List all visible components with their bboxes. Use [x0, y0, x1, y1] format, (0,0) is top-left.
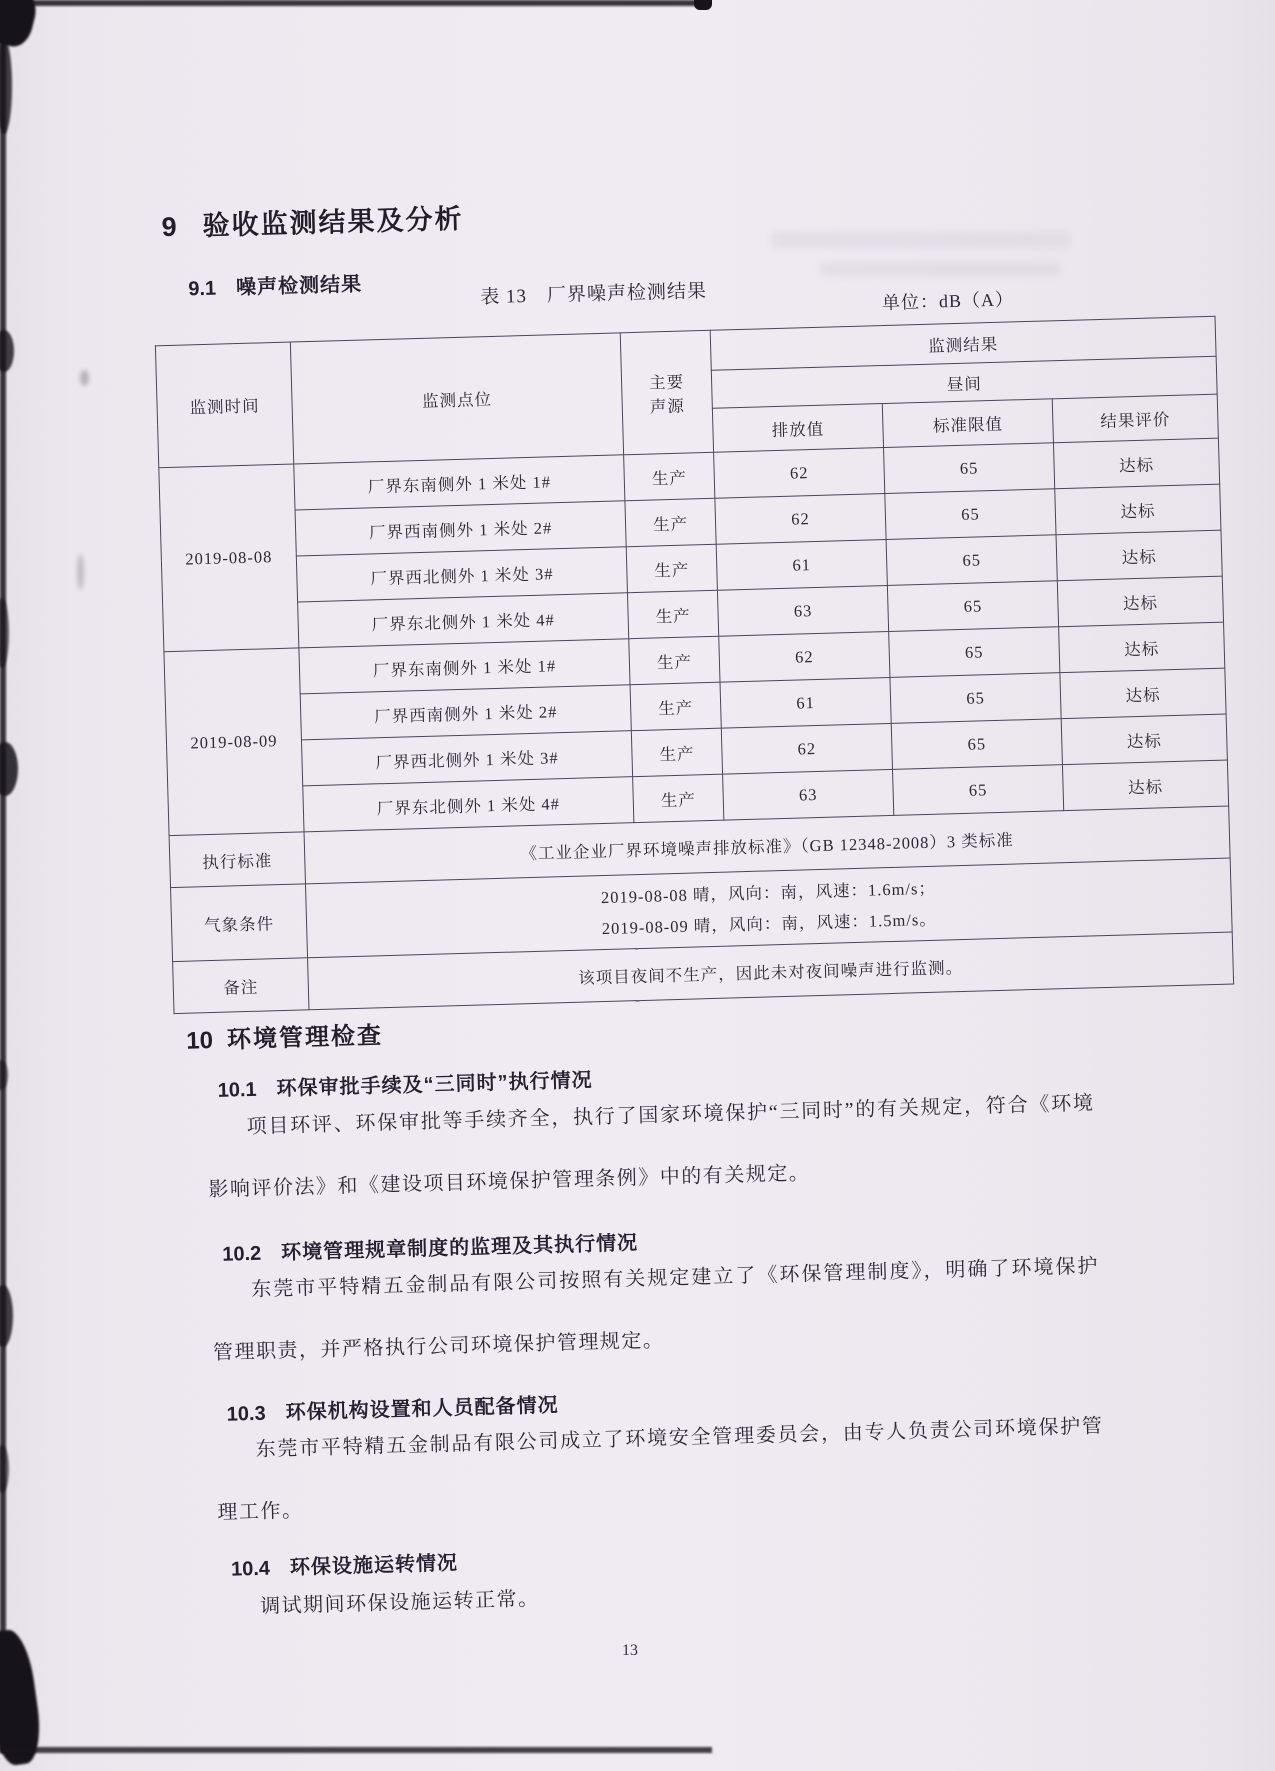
col-header-limit: 标准限值 [882, 399, 1053, 448]
section-10-1-number: 10.1 [217, 1078, 257, 1102]
cell-source: 生产 [627, 590, 718, 638]
section-10-4-title: 环保设施运转情况 [289, 1552, 459, 1580]
section-10-3-title: 环保机构设置和人员配备情况 [285, 1394, 559, 1425]
standard-label: 执行标准 [169, 832, 305, 888]
cell-limit: 65 [889, 627, 1060, 678]
section-9-number: 9 [161, 211, 178, 243]
cell-date: 2019-08-09 [164, 648, 304, 836]
cell-emission: 61 [720, 677, 891, 728]
section-10-2-number: 10.2 [221, 1242, 262, 1266]
cell-source: 生产 [631, 728, 722, 776]
remark-value: 该项目夜间不生产，因此未对夜间噪声进行监测。 [308, 932, 1234, 1010]
cell-point: 厂界东北侧外 1 米处 4# [303, 777, 634, 832]
weather-label: 气象条件 [171, 884, 308, 962]
cell-limit: 65 [884, 443, 1055, 494]
weather-line-1: 2019-08-08 晴，风向：南，风速：1.6m/s； [600, 878, 937, 907]
section-10-3-body: 东莞市平特精五金制品有限公司成立了环境安全管理委员会，由专人负责公司环境保护管理工作。 [217, 1415, 1104, 1525]
section-10-4-number: 10.4 [230, 1557, 271, 1581]
scan-speck-1 [80, 370, 89, 386]
cell-evaluation: 达标 [1055, 484, 1221, 535]
section-10-1-title: 环保审批手续及“三同时”执行情况 [276, 1069, 593, 1101]
cell-point: 厂界西南侧外 1 米处 2# [300, 685, 631, 740]
cell-source: 生产 [633, 774, 724, 822]
cell-evaluation: 达标 [1062, 760, 1228, 811]
remark-label: 备注 [173, 958, 309, 1014]
col-header-emission: 排放值 [712, 404, 883, 453]
cell-emission: 62 [714, 448, 885, 499]
cell-emission: 63 [723, 769, 894, 820]
cell-evaluation: 达标 [1053, 438, 1219, 489]
cell-limit: 65 [891, 719, 1062, 770]
section-9-title: 验收监测结果及分析 [202, 203, 464, 241]
scan-bleedthrough-2 [820, 262, 1060, 276]
cell-limit: 65 [890, 673, 1061, 724]
scan-left-mark-6 [0, 1445, 9, 1493]
col-header-source-line1: 主要 [648, 372, 685, 393]
cell-emission: 61 [716, 539, 887, 590]
col-header-period: 昼间 [711, 356, 1217, 408]
cell-date: 2019-08-08 [159, 464, 299, 652]
cell-point: 厂界东南侧外 1 米处 1# [299, 639, 630, 694]
section-10-3-number: 10.3 [226, 1402, 266, 1426]
col-header-source-line2: 声源 [649, 396, 686, 417]
cell-point: 厂界东南侧外 1 米处 1# [294, 455, 625, 510]
section-10-1-body: 项目环评、环保审批等手续齐全，执行了国家环境保护“三同时”的有关规定，符合《环境影响评价法》和《建设项目环境保护管理条例》中的有关规定。 [208, 1092, 1095, 1202]
weather-line-2: 2019-08-09 晴，风向：南，风速：1.5m/s。 [601, 909, 938, 938]
cell-point: 厂界西北侧外 1 米处 3# [296, 547, 627, 602]
section-10-number: 10 [185, 1026, 214, 1055]
col-header-time: 监测时间 [155, 342, 293, 468]
table-caption: 表 13 厂界噪声检测结果 [479, 280, 708, 309]
cell-emission: 62 [721, 723, 892, 774]
cell-point: 厂界西北侧外 1 米处 3# [301, 731, 632, 786]
cell-source: 生产 [629, 636, 720, 684]
col-header-result-group: 监测结果 [710, 316, 1216, 370]
cell-evaluation: 达标 [1059, 622, 1225, 673]
cell-emission: 62 [715, 494, 886, 545]
noise-results-table [155, 316, 1234, 1014]
cell-emission: 63 [717, 585, 888, 636]
cell-emission: 62 [719, 631, 890, 682]
section-9-heading [161, 197, 464, 244]
standard-value: 《工业企业厂界环境噪声排放标准》（GB 12348-2008）3 类标准 [304, 806, 1230, 884]
section-10-2-title: 环境管理规章制度的监理及其执行情况 [280, 1232, 639, 1265]
table-unit-label: 单位：dB（A） [881, 289, 1015, 314]
section-10-heading [186, 1015, 384, 1055]
cell-source: 生产 [630, 682, 721, 730]
cell-source: 生产 [624, 452, 715, 500]
cell-source: 生产 [626, 544, 717, 592]
cell-evaluation: 达标 [1060, 668, 1226, 719]
scan-top-notch [694, 0, 712, 10]
section-10-4-body: 调试期间环保设施运转正常。 [259, 1588, 540, 1618]
page-number: 13 [622, 1642, 638, 1659]
section-10-title: 环境管理检查 [226, 1022, 384, 1054]
cell-limit: 65 [893, 765, 1064, 816]
scan-speck-2 [77, 554, 84, 590]
scan-bottom-edge-strip [0, 1747, 712, 1753]
scan-top-edge-strip [0, 0, 706, 6]
cell-point: 厂界东北侧外 1 米处 4# [298, 593, 629, 648]
section-9-1-number: 9.1 [188, 277, 217, 301]
col-header-source [620, 330, 713, 454]
col-header-point: 监测点位 [290, 333, 623, 464]
col-header-evaluation: 结果评价 [1052, 394, 1218, 443]
cell-evaluation: 达标 [1056, 530, 1222, 581]
cell-limit: 65 [887, 581, 1058, 632]
cell-source: 生产 [625, 498, 716, 546]
section-9-1-title: 噪声检测结果 [235, 273, 363, 300]
cell-evaluation: 达标 [1057, 576, 1223, 627]
cell-evaluation: 达标 [1061, 714, 1227, 765]
section-10-2-body: 东莞市平特精五金制品有限公司按照有关规定建立了《环保管理制度》，明确了环境保护管理职责，并严格执行公司环境保护管理规定。 [212, 1255, 1100, 1365]
scan-bleedthrough-1 [770, 232, 1070, 248]
cell-point: 厂界西南侧外 1 米处 2# [295, 501, 626, 556]
cell-limit: 65 [885, 489, 1056, 540]
cell-limit: 65 [886, 535, 1057, 586]
